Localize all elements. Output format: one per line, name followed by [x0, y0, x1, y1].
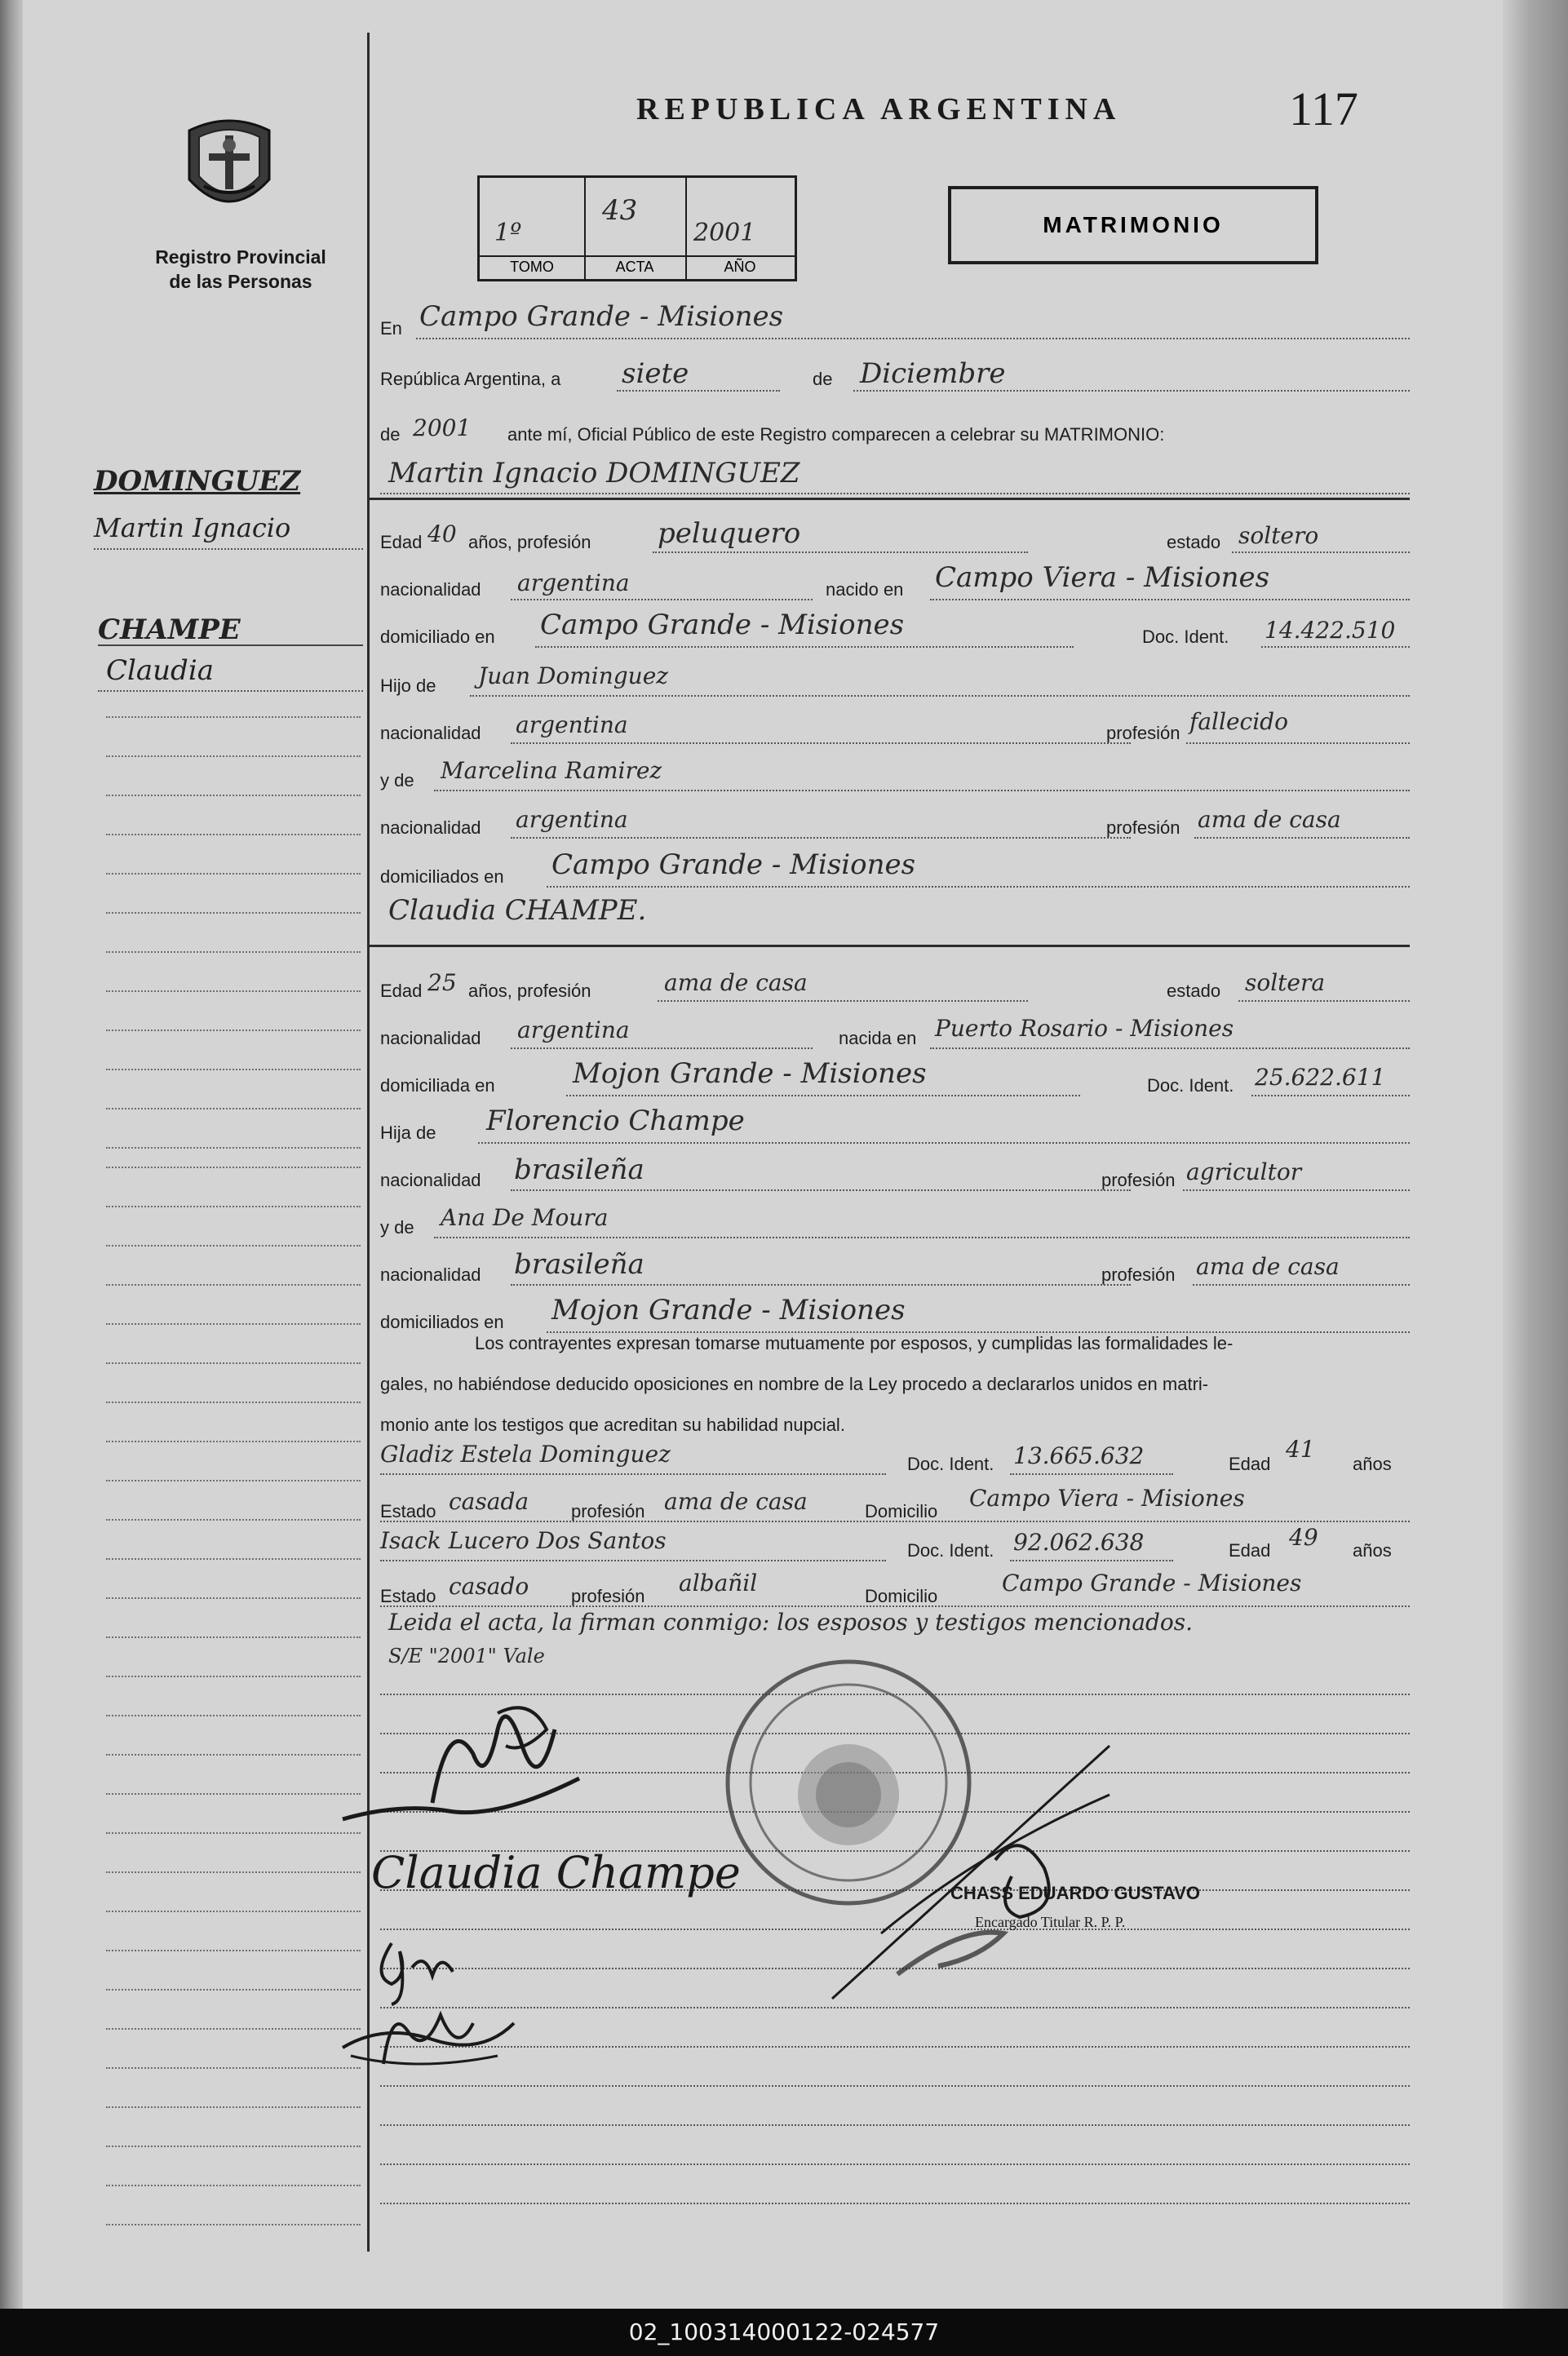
- groom-mother: Marcelina Ramirez: [441, 757, 662, 784]
- margin-groom-given: Martin Ignacio: [94, 512, 291, 543]
- witness2-status: casado: [449, 1573, 529, 1600]
- ano-value: 2001: [693, 219, 756, 247]
- witness1-doc: 13.665.632: [1013, 1442, 1145, 1469]
- registry-name: [122, 245, 359, 294]
- groom-domicile: Campo Grande - Misiones: [540, 609, 905, 641]
- witness2-domicile: Campo Grande - Misiones: [1002, 1570, 1302, 1596]
- groom-doc: 14.422.510: [1265, 617, 1396, 644]
- groom-profession: peluquero: [658, 517, 801, 550]
- bride-parents-dom-label: domiciliados en: [380, 1312, 504, 1332]
- bride-doc: 25.622.611: [1255, 1064, 1386, 1091]
- groom-estado-label: estado: [1167, 532, 1221, 552]
- witness2-domicilio-label: Domicilio: [865, 1586, 938, 1606]
- witness1-estado-label: Estado: [380, 1501, 436, 1521]
- marriage-place: Campo Grande - Misiones: [419, 300, 784, 333]
- bride-birthplace: Puerto Rosario - Misiones: [935, 1015, 1234, 1042]
- witness2-anos-label: años: [1353, 1540, 1392, 1561]
- declaration-paragraph: [380, 1323, 1410, 1446]
- groom-parents-domicile: Campo Grande - Misiones: [551, 848, 916, 881]
- witness2-name: Isack Lucero Dos Santos: [380, 1527, 667, 1554]
- witness1-edad-label: Edad: [1229, 1454, 1271, 1474]
- de-label-2: de: [380, 424, 401, 445]
- bride-estado-label: estado: [1167, 981, 1221, 1001]
- groom-father-nationality: argentina: [516, 711, 628, 738]
- bride-father: Florencio Champe: [486, 1105, 745, 1137]
- bride-father-prof-label: profesión: [1101, 1170, 1176, 1190]
- bride-father-nat-label: nacionalidad: [380, 1170, 481, 1190]
- acta-label: ACTA: [584, 255, 685, 276]
- record-number-box: [477, 175, 797, 281]
- groom-separator: [367, 498, 1410, 500]
- bride-parents-domicile: Mojon Grande - Misiones: [551, 1294, 906, 1326]
- bride-father-nationality: brasileña: [514, 1154, 644, 1186]
- page-edge: [1503, 0, 1568, 2309]
- bride-domicile: Mojon Grande - Misiones: [573, 1057, 927, 1090]
- groom-parents-dom-label: domiciliados en: [380, 866, 504, 887]
- groom-mother-prof-label: profesión: [1106, 817, 1180, 838]
- witness1-name: Gladiz Estela Dominguez: [380, 1441, 671, 1468]
- witness1-domicilio-label: Domicilio: [865, 1501, 938, 1521]
- marriage-day: siete: [622, 357, 689, 390]
- witness1-doc-label: Doc. Ident.: [907, 1454, 994, 1474]
- groom-father: Juan Dominguez: [478, 662, 669, 689]
- bride-domicile-label: domiciliada en: [380, 1075, 495, 1096]
- groom-nacido-label: nacido en: [826, 579, 904, 600]
- witness2-estado-label: Estado: [380, 1586, 436, 1606]
- bride-nacida-label: nacida en: [839, 1028, 917, 1048]
- ano-label: AÑO: [685, 255, 795, 276]
- groom-signature: [334, 1681, 612, 1836]
- closing-line2: S/E "2001" Vale: [388, 1645, 545, 1667]
- bride-yde-label: y de: [380, 1217, 414, 1238]
- book-binding: [0, 0, 23, 2309]
- officer-name: CHASS EDUARDO GUSTAVO: [950, 1883, 1200, 1903]
- de-label-1: de: [813, 369, 833, 389]
- witness1-prof-label: profesión: [571, 1501, 645, 1521]
- bride-hija-label: Hija de: [380, 1123, 436, 1143]
- groom-age: 40: [427, 520, 457, 547]
- witness1-status: casada: [449, 1488, 529, 1515]
- margin-groom-surname: DOMINGUEZ: [94, 465, 301, 498]
- bride-mother: Ana De Moura: [441, 1204, 609, 1231]
- witness1-domicile: Campo Viera - Misiones: [969, 1485, 1245, 1512]
- groom-anos-label: años, profesión: [468, 532, 591, 552]
- groom-father-profession: fallecido: [1189, 708, 1288, 735]
- groom-mother-profession: ama de casa: [1198, 806, 1341, 833]
- acta-value: 43: [602, 194, 638, 227]
- groom-mother-nationality: argentina: [516, 806, 628, 833]
- tomo-value: 1º: [494, 219, 522, 247]
- image-id-caption: 02_100314000122-024577: [628, 2318, 940, 2345]
- registry-line2: de las Personas: [169, 271, 312, 292]
- margin-bride-given: Claudia: [106, 654, 214, 687]
- witness1-anos-label: años: [1353, 1454, 1392, 1474]
- bride-profession: ama de casa: [664, 969, 808, 996]
- marriage-year: 2001: [413, 414, 472, 441]
- groom-name: Martin Ignacio DOMINGUEZ: [388, 457, 800, 489]
- country-title: REPUBLICA ARGENTINA: [636, 92, 1122, 126]
- bride-edad-label: Edad: [380, 981, 423, 1001]
- bride-doc-label: Doc. Ident.: [1147, 1075, 1234, 1096]
- groom-mother-nat-label: nacionalidad: [380, 817, 481, 838]
- groom-doc-label: Doc. Ident.: [1142, 627, 1229, 647]
- registry-line1: Registro Provincial: [155, 246, 326, 268]
- groom-hijo-label: Hijo de: [380, 675, 436, 696]
- margin-divider: [367, 33, 370, 2252]
- witness1-age: 41: [1286, 1436, 1315, 1463]
- witness2-doc-label: Doc. Ident.: [907, 1540, 994, 1561]
- witness2-edad-label: Edad: [1229, 1540, 1271, 1561]
- bride-nationality: argentina: [517, 1016, 630, 1043]
- officer-title: Encargado Titular R. P. P.: [975, 1914, 1126, 1930]
- witness2-prof-label: profesión: [571, 1586, 645, 1606]
- bride-mother-profession: ama de casa: [1196, 1253, 1340, 1280]
- intro-statement: ante mí, Oficial Público de este Registro comparecen a celebrar su MATRIMONIO:: [507, 424, 1165, 445]
- witness1-profession: ama de casa: [664, 1488, 808, 1515]
- groom-edad-label: Edad: [380, 532, 423, 552]
- witness2-profession: albañil: [679, 1570, 758, 1596]
- republica-label: República Argentina, a: [380, 369, 561, 389]
- tomo-label: TOMO: [480, 255, 584, 276]
- bride-nationality-label: nacionalidad: [380, 1028, 481, 1048]
- bride-status: soltera: [1245, 969, 1326, 996]
- margin-bride-surname: CHAMPE: [98, 613, 241, 646]
- groom-nationality-label: nacionalidad: [380, 579, 481, 600]
- record-type: MATRIMONIO: [1043, 212, 1224, 237]
- bride-anos-label: años, profesión: [468, 981, 591, 1001]
- witness2-age: 49: [1289, 1524, 1318, 1551]
- declaration-line3: monio ante los testigos que acreditan su habilidad nupcial.: [380, 1415, 845, 1435]
- witness2-doc: 92.062.638: [1013, 1529, 1145, 1556]
- groom-status: soltero: [1238, 522, 1319, 549]
- bride-mother-nationality: brasileña: [514, 1248, 644, 1281]
- officer-signature: [816, 1729, 1158, 2007]
- bride-father-profession: agricultor: [1186, 1158, 1302, 1185]
- bride-mother-nat-label: nacionalidad: [380, 1264, 481, 1285]
- groom-yde-label: y de: [380, 770, 414, 790]
- bride-separator: [367, 945, 1410, 947]
- groom-father-prof-label: profesión: [1106, 723, 1180, 743]
- bride-name: Claudia CHAMPE.: [388, 894, 647, 927]
- record-type-box: [948, 186, 1318, 264]
- groom-nationality: argentina: [517, 569, 630, 596]
- coat-of-arms-icon: [181, 114, 277, 220]
- declaration-line2: gales, no habiéndose deducido oposiciones en nombre de la Ley procedo a declararlos unidos en matri-: [380, 1374, 1209, 1394]
- en-label: En: [380, 318, 402, 339]
- declaration-line1: Los contrayentes expresan tomarse mutuamente por esposos, y cumplidas las formalidades le-: [475, 1333, 1234, 1353]
- groom-father-nat-label: nacionalidad: [380, 723, 481, 743]
- witness2-signature: [334, 1991, 522, 2080]
- marriage-month: Diciembre: [860, 357, 1006, 390]
- bride-signature: Claudia Champe: [371, 1847, 741, 1898]
- page-number: 117: [1289, 82, 1358, 135]
- groom-birthplace: Campo Viera - Misiones: [935, 561, 1270, 594]
- bride-mother-prof-label: profesión: [1101, 1264, 1176, 1285]
- closing-line1: Leida el acta, la firman conmigo: los esposos y testigos mencionados.: [388, 1609, 1194, 1636]
- bride-age: 25: [427, 969, 457, 996]
- groom-domicile-label: domiciliado en: [380, 627, 495, 647]
